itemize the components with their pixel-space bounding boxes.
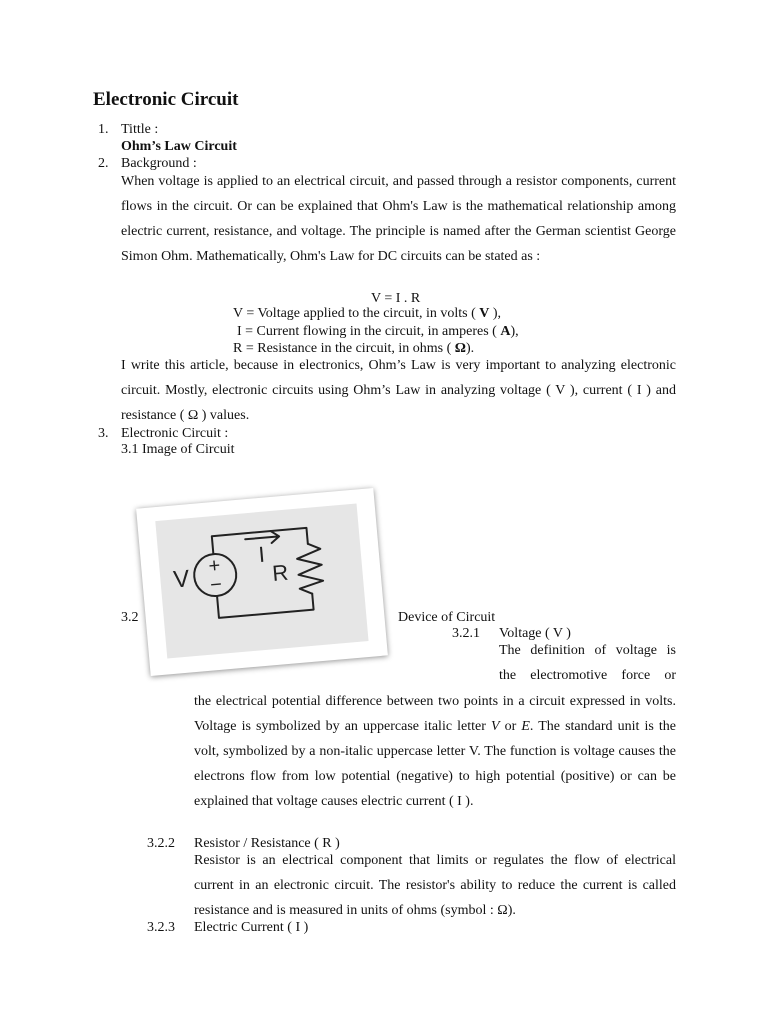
definition-i [237,324,519,340]
definition-v [233,306,501,322]
wire-bottom [217,588,314,618]
def-symbol: V [479,306,490,321]
def-text: ). [465,341,475,356]
voltage-text: or [499,719,522,734]
list-number: 3. [98,426,109,441]
label-i: I [257,541,266,568]
paragraph [194,689,676,814]
def-text: I = Current flowing in the circuit, in amperes ( [237,324,497,339]
source-plus: + [207,554,222,578]
circuit-svg [155,503,368,658]
paragraph: When voltage is applied to an electrical circuit, and passed through a resistor components, current flows in the circuit. Or can be explained that Ohm's Law is the mathematical relationship among electric current, resistance, and voltage. The principle is named after the German scientist George Simon Ohm. Mathematically, Ohm's Law for DC circuits can be stated as : [121,174,676,264]
section-label: Electronic Circuit : [121,426,229,441]
subsection-number: 3.2.3 [147,920,175,935]
def-text: ), [492,306,502,321]
label-r: R [271,559,290,587]
source-minus: − [209,573,223,597]
subsection-label: Voltage ( V ) [499,626,571,641]
def-symbol: A [500,324,511,339]
voltage-text: the electrical potential difference between two points in a circuit expressed in volts. Voltage is symbolized by an uppercase italic letter [194,694,676,734]
def-text: V = Voltage applied to the circuit, in volts ( [233,306,476,321]
label-v: V [172,565,191,594]
subsection-label: Resistor / Resistance ( R ) [194,836,340,851]
page-title: Electronic Circuit [93,89,239,110]
list-number: 1. [98,122,109,137]
voltage-text: . The standard unit is the volt, symbolized by a non-italic uppercase letter V. The function is voltage causes the electrons flow from low potential (negative) to high potential (positive) or can be explained that voltage causes electric current ( I ). [194,719,676,809]
paragraph-line: the electromotive force or [499,668,676,683]
section-label: Background : [121,156,197,171]
voltage-italic-e: E [521,719,530,734]
circuit-diagram [155,503,368,658]
resistor [296,543,324,595]
paragraph: I write this article, because in electronics, Ohm’s Law is very important to analyzing electronic circuit. Mostly, electronic circuits using Ohm’s Law in analyzing voltage ( V ), current ( I ) and resistance ( Ω ) values. [121,358,676,423]
subsection-label: Device of Circuit [398,610,496,625]
list-number: 2. [98,156,109,171]
section-label: Tittle : [121,122,159,137]
def-text: ), [510,324,519,339]
circuit-image [136,488,388,676]
voltage-italic-v: V [490,719,500,734]
subsection-number: 3.2 [121,610,139,625]
paragraph: Resistor is an electrical component that limits or regulates the flow of electrical current in an electronic circuit. The resistor's ability to reduce the current is called resistance and is measured in units of ohms (symbol : Ω). [194,853,676,918]
subsection-label: 3.1 Image of Circuit [121,442,235,457]
def-text: R = Resistance in the circuit, in ohms ( [233,341,452,356]
paragraph-line: The definition of voltage is [499,643,676,658]
def-symbol: Ω [454,341,466,356]
section-value: Ohm’s Law Circuit [121,139,237,154]
subsection-number: 3.2.2 [147,836,175,851]
subsection-label: Electric Current ( I ) [194,920,309,935]
formula: V = I . R [371,291,421,306]
subsection-number: 3.2.1 [452,626,480,641]
